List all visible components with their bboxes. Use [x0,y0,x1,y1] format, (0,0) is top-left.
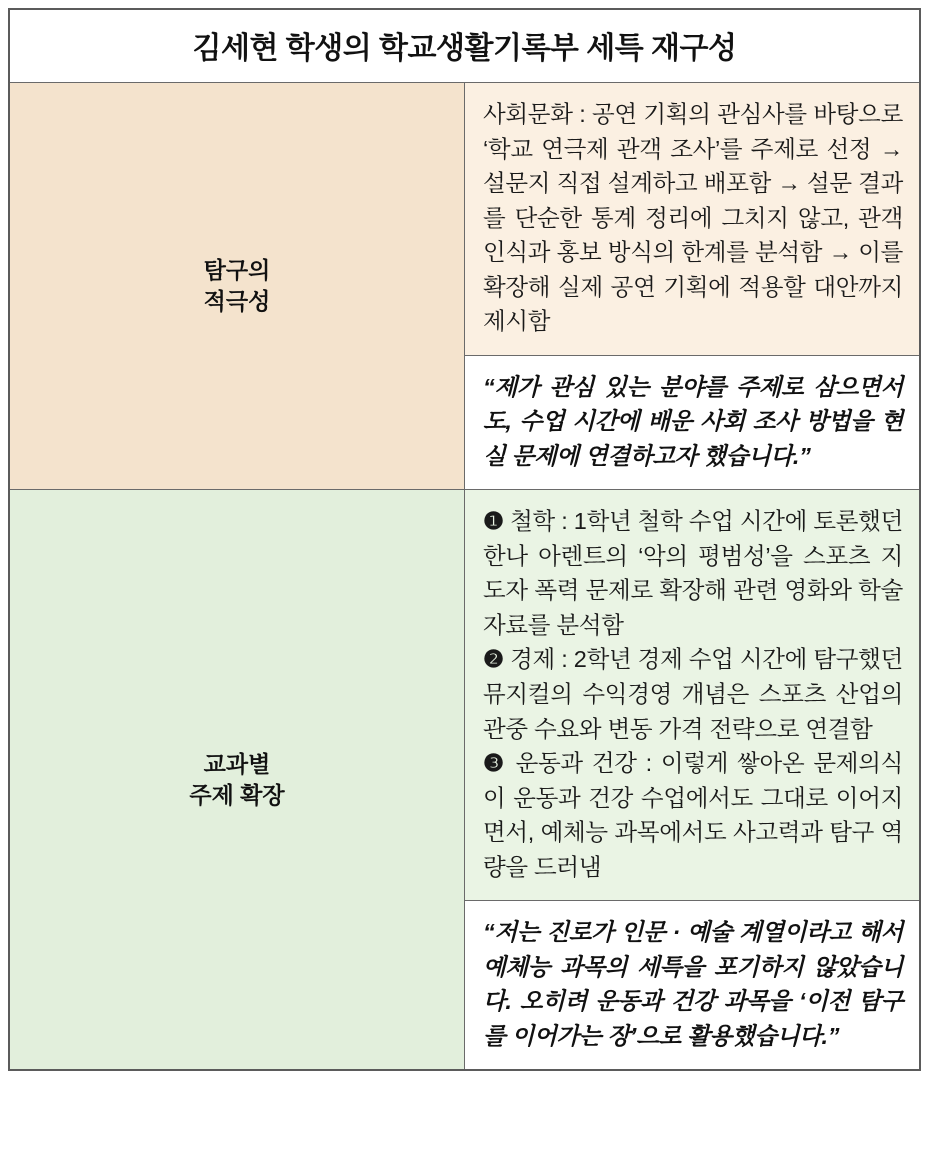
list-item-text: 철학 : 1학년 철학 수업 시간에 토론했던 한나 아렌트의 ‘악의 평범성’을 스포츠 지도자 폭력 문제로 확장해 관련 영화와 학술 자료를 분석함 [483,508,903,638]
row-label-line2: 주제 확장 [189,781,285,808]
list-item-text: 경제 : 2학년 경제 수업 시간에 탐구했던 뮤지컬의 수익경영 개념은 스포츠 산업의 관중 수요와 변동 가격 전략으로 연결함 [483,646,903,742]
list-marker: ❷ [483,646,504,673]
row-label-subject-expansion [9,490,465,1070]
row-body-exploration: 사회문화 : 공연 기획의 관심사를 바탕으로 ‘학교 연극제 관객 조사’를 주제로 선정 → 설문지 직접 설계하고 배포함 → 설문 결과를 단순한 통계 정리에 그치지 않고, 관객 인식과 홍보 방식의 한계를 분석함 → 이를 확장해 실제 공연 기획에 적용할 대안까지 제시함 [465,83,921,356]
list-marker: ❶ [483,508,504,535]
page-title: 김세현 학생의 학교생활기록부 세특 재구성 [9,9,920,83]
row-label-line1: 탐구의 [203,257,271,284]
row-quote-subject-expansion: “저는 진로가 인문 · 예술 계열이라고 해서 예체능 과목의 세특을 포기하지 않았습니다. 오히려 운동과 건강 과목을 ‘이전 탐구를 이어가는 장’으로 활용했습니다.” [465,901,921,1071]
row-label-line1: 교과별 [203,750,271,777]
list-item [483,746,903,884]
list-item-text: 운동과 건강 : 이렇게 쌓아온 문제의식이 운동과 건강 수업에서도 그대로 이어지면서, 예체능 과목에서도 사고력과 탐구 역량을 드러냄 [483,750,903,880]
row-body-subject-expansion [465,490,921,901]
title-row [9,9,920,83]
list-item [483,642,903,746]
record-table [8,8,921,1071]
table-row [9,83,920,356]
row-label-exploration [9,83,465,490]
row-label-line2: 적극성 [203,288,271,315]
list-marker: ❸ [483,750,507,777]
row-quote-exploration: “제가 관심 있는 분야를 주제로 삼으면서도, 수업 시간에 배운 사회 조사 방법을 현실 문제에 연결하고자 했습니다.” [465,355,921,490]
list-item [483,504,903,642]
table-row [9,490,920,901]
